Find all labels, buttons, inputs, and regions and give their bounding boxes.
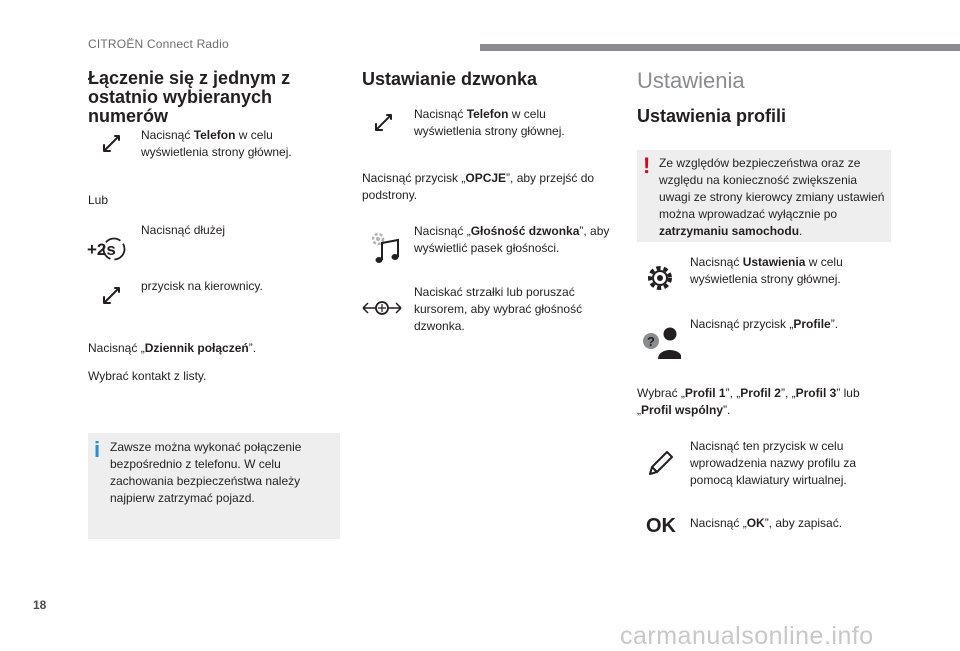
col1-step5: Wybrać kontakt z listy. [88,369,207,383]
col3-step5: Nacisnąć „OK”, aby zapisać. [690,516,843,530]
col1-step3: przycisk na kierownicy. [141,279,263,293]
pencil-icon [646,448,676,478]
col3-step4: Nacisnąć ten przycisk w celu wprowadzenia nazwy profilu za pomocą klawiatury wirtualnej. [690,439,857,487]
settings-music-icon [368,230,404,266]
arrows-cursor-icon [361,298,403,318]
ok-icon: OK [646,515,676,537]
col2-step4: Naciskać strzałki lub poruszać kursorem, aby wybrać głośność dzwonka. [414,285,583,333]
section-title-settings: Ustawienia [637,68,745,93]
page-number: 18 [33,598,47,612]
warning-note-text: Ze względów bezpieczeństwa oraz ze względu na konieczność zwiększenia uwagi ze strony kierowcy zmiany ustawień można wprowadzać wyłącznie po zatrzymaniu samochodu. [659,156,885,238]
col1-step1: Nacisnąć Telefon w celu wyświetlenia strony głównej. [141,128,292,159]
handset-icon [373,111,395,133]
svg-text:?: ? [647,334,655,349]
section-subtitle-profiles: Ustawienia profili [637,106,787,126]
col3-step3: Wybrać „Profil 1”, „Profil 2”, „Profil 3” lub „Profil wspólny”. [637,386,860,417]
col1-step2: Nacisnąć dłużej [141,223,226,237]
col2-step3: Nacisnąć „Głośność dzwonka”, aby wyświetlić pasek głośności. [414,224,610,255]
header-title: CITROËN Connect Radio [88,37,229,51]
profile-icon [641,325,681,361]
info-note [88,433,340,539]
col1-step4: Nacisnąć „Dziennik połączeń”. [88,341,257,355]
info-note-text: Zawsze można wykonać połączenie bezpośrednio z telefonu. W celu zachowania bezpieczeństwa należy najpierw zatrzymać pojazd. [110,440,302,505]
gear-icon [646,264,674,292]
watermark: carmanualsonline.info [620,622,874,650]
section-title-ringtone: Ustawianie dzwonka [362,69,538,89]
lub-label: Lub [88,193,109,207]
handset-icon [101,132,123,154]
col3-step1: Nacisnąć Ustawienia w celu wyświetlenia strony głównej. [690,255,843,286]
warning-icon: ! [643,153,651,178]
steering-phone-icon [101,284,123,306]
hold-2s-icon [86,237,128,261]
col3-step2: Nacisnąć przycisk „Profile”. [690,317,839,331]
warning-note [637,150,891,242]
header-bar [480,44,960,51]
col2-step1: Nacisnąć Telefon w celu wyświetlenia strony głównej. [414,107,565,138]
col2-step2: Nacisnąć przycisk „OPCJE”, aby przejść do podstrony. [362,171,595,202]
info-icon: i [94,437,101,462]
section-title-recent-calls: Łączenie się z jednym z ostatnio wybieranych numerów [88,68,291,126]
svg-text:+2s: +2s [87,240,116,259]
